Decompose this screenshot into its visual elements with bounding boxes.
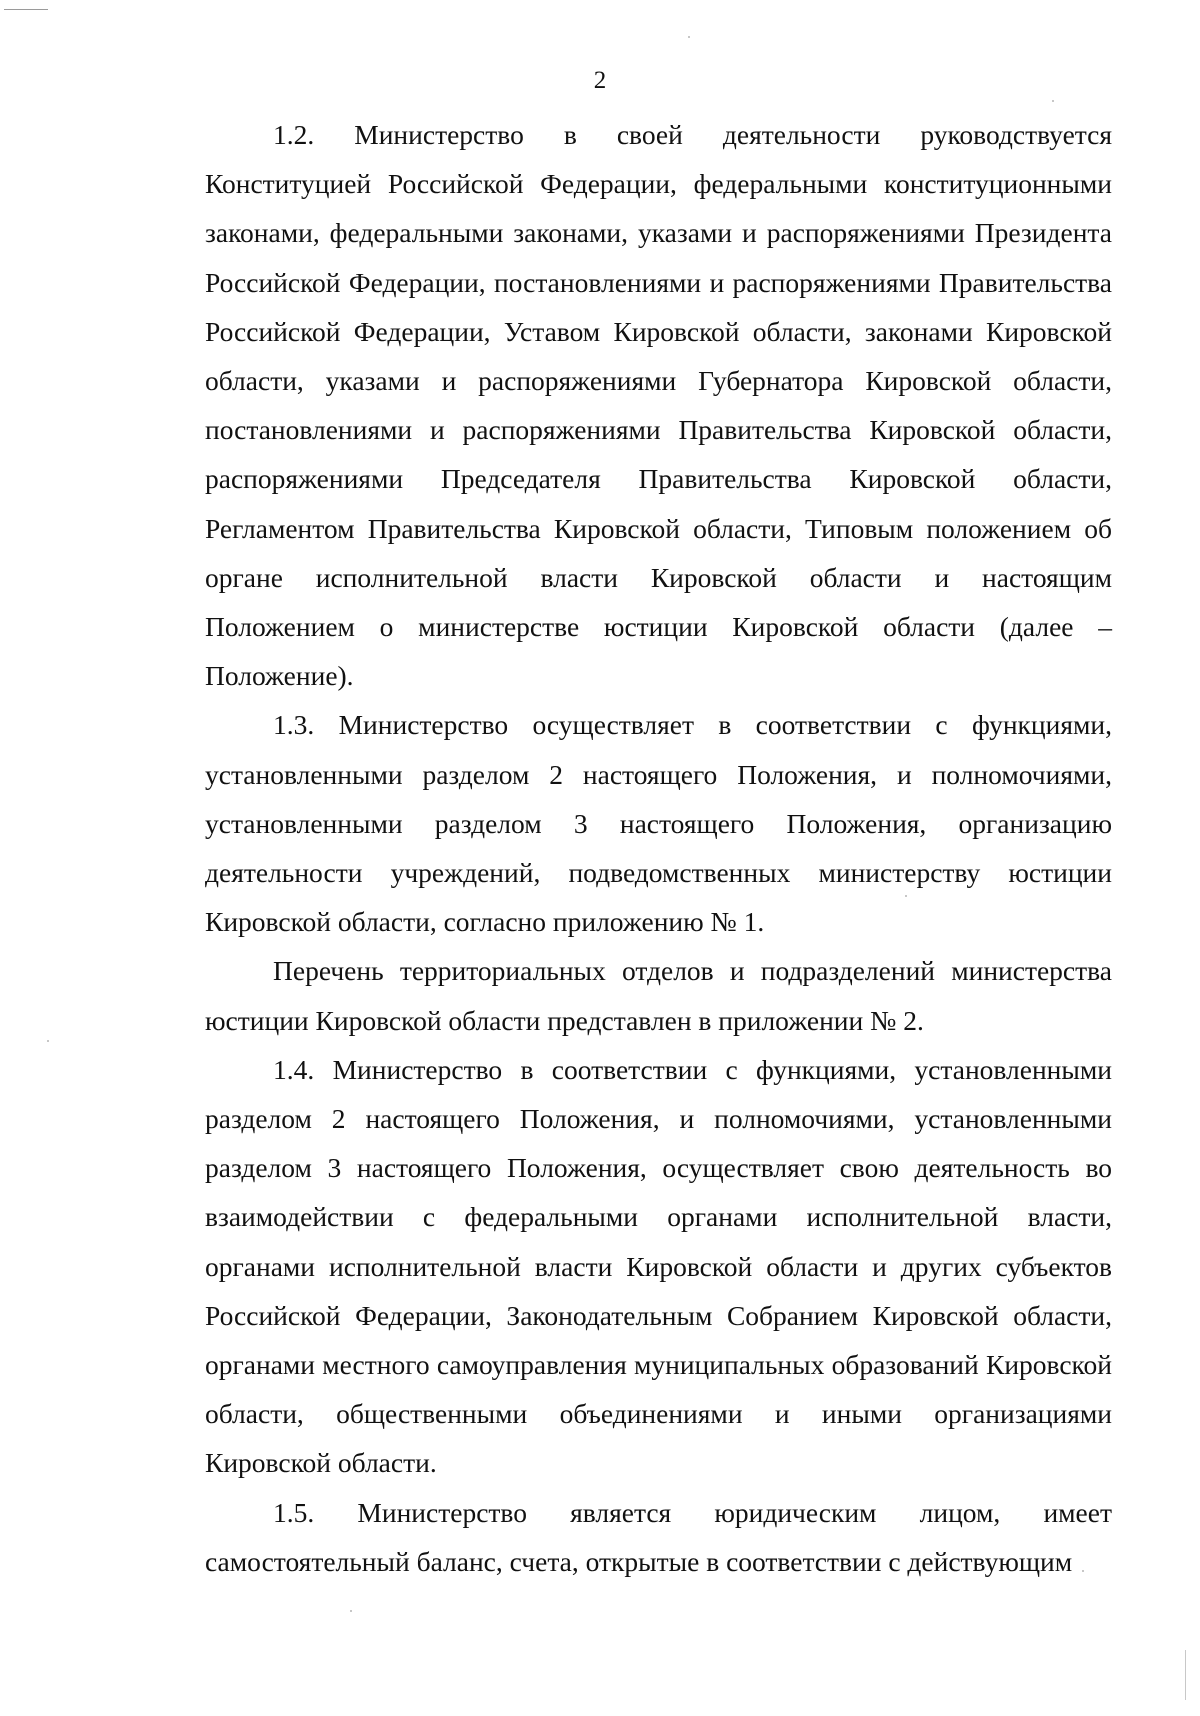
scan-edge-line: [1185, 1650, 1186, 1700]
scan-speck: [905, 895, 907, 897]
scan-speck: [47, 1040, 49, 1042]
document-body: [205, 110, 1112, 1586]
scan-speck: [1052, 100, 1054, 102]
scan-speck: [1082, 1570, 1084, 1572]
paragraph-1-4: 1.4. Министерство в соответствии с функциями, установленными разделом 2 настоящего Положения, и полномочиями, установленными разделом 3 настоящего Положения, осуществляет свою деятельность во взаимодействии с федеральными органами исполнительной власти, органами исполнительной власти Кировской области и других субъектов Российской Федерации, Законодательным Собранием Кировской области, органами местного самоуправления муниципальных образований Кировской области, общественными объединениями и иными организациями Кировской области.: [205, 1053, 1112, 1479]
scan-corner-mark: [4, 9, 48, 10]
paragraph-1-2: 1.2. Министерство в своей деятельности руководствуется Конституцией Российской Федерации, федеральными конституционными законами, федеральными законами, указами и распоряжениями Президента Российской Федерации, постановлениями и распоряжениями Правительства Российской Федерации, Уставом Кировской области, законами Кировской области, указами и распоряжениями Губернатора Кировской области, постановлениями и распоряжениями Правительства Кировской области, распоряжениями Председателя Правительства Кировской области, Регламентом Правительства Кировской области, Типовым положением об органе исполнительной власти Кировской области и настоящим Положением о министерстве юстиции Кировской области (далее – Положение).: [205, 119, 1112, 692]
scan-speck: [350, 1610, 352, 1612]
paragraph-1-5: 1.5. Министерство является юридическим лицом, имеет самостоятельный баланс, счета, открытые в соответствии с действующим: [205, 1496, 1112, 1577]
paragraph-territorial-list: Перечень территориальных отделов и подразделений министерства юстиции Кировской области представлен в приложении № 2.: [205, 955, 1112, 1036]
scan-speck: [688, 36, 690, 38]
paragraph-1-3: 1.3. Министерство осуществляет в соответствии с функциями, установленными разделом 2 настоящего Положения, и полномочиями, установленными разделом 3 настоящего Положения, организацию деятельности учреждений, подведомственных министерству юстиции Кировской области, согласно приложению № 1.: [205, 709, 1112, 938]
page-number: 2: [593, 67, 607, 94]
